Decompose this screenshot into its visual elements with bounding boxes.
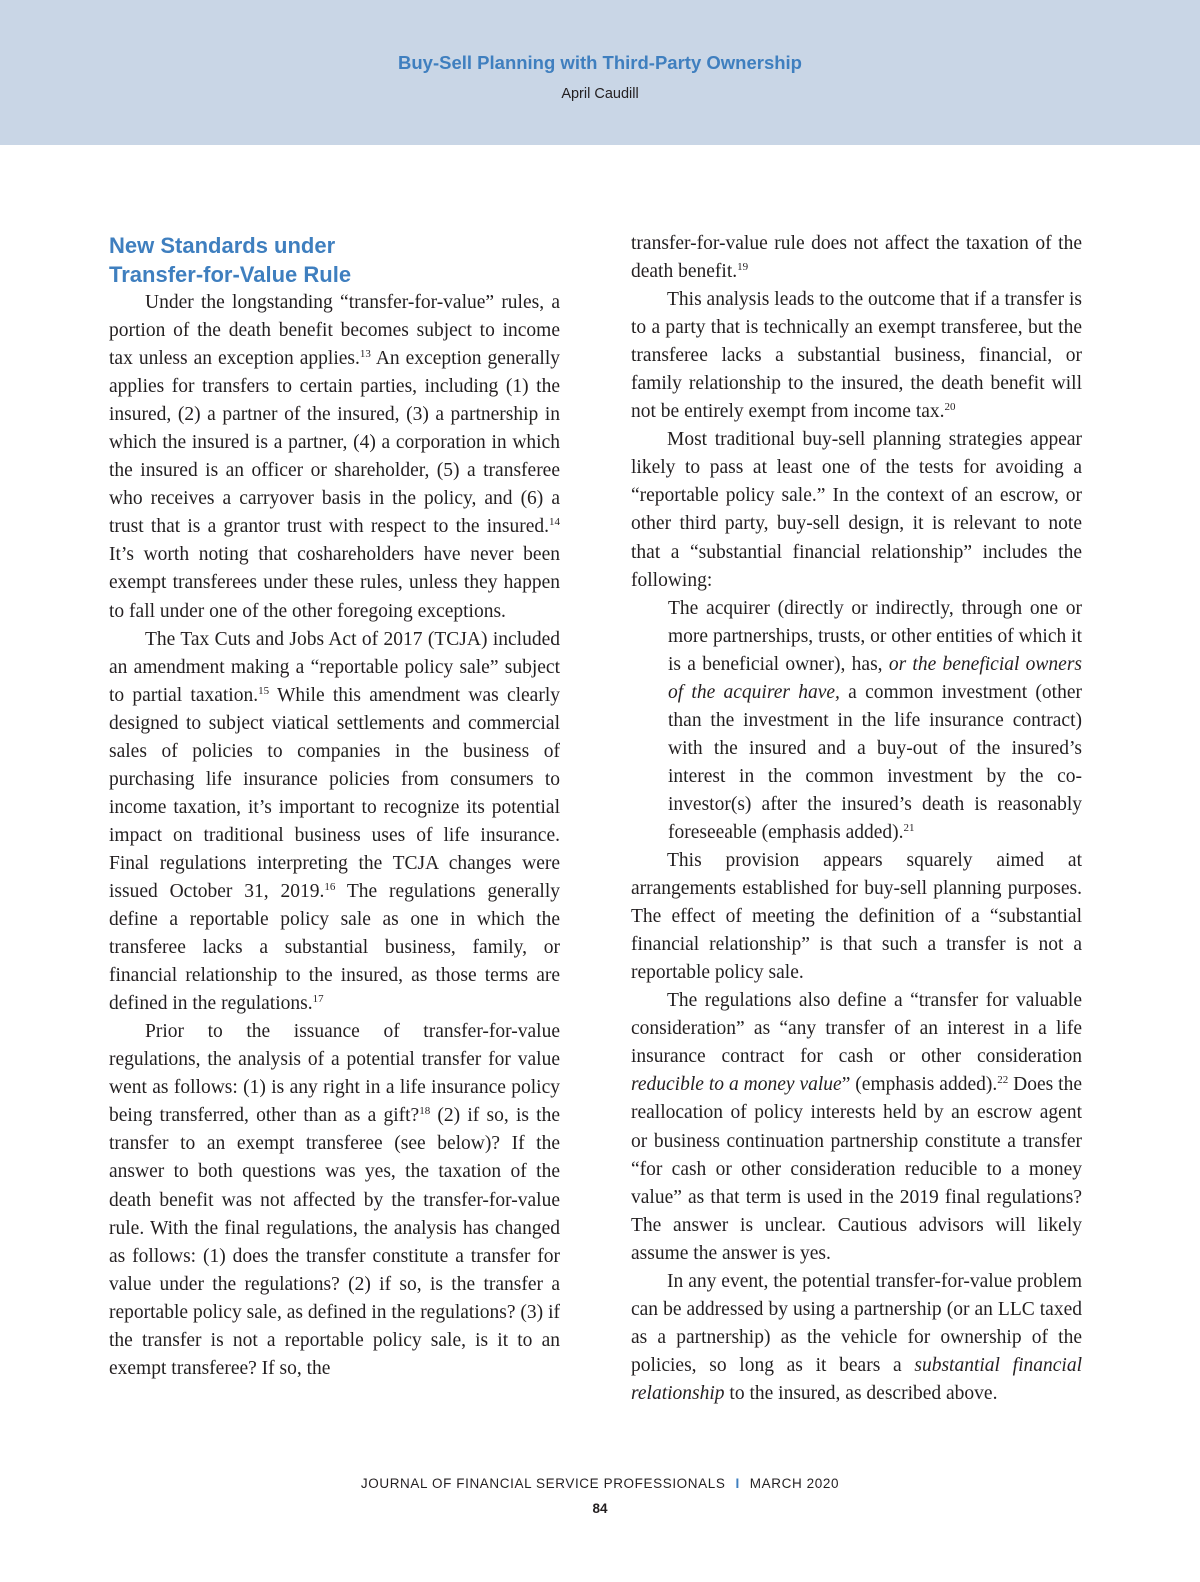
text-run: The acquirer (directly or indirectly, through one or more partnerships, trusts, or other entities of which it is a beneficial owner), has, — [668, 597, 1082, 675]
text-run: transfer-for-value rule does not affect the taxation of the death benefit. — [631, 233, 1082, 283]
text-run: Under the longstanding “transfer-for-value” rules, a portion of the death benefit becomes subject to income tax unless an exception applies. — [109, 292, 560, 370]
page-header — [0, 0, 1200, 145]
paragraph — [631, 1268, 1082, 1408]
text-run: While this amendment was clearly designed to subject viatical settlements and commercial sales of policies to companies in the business of purchasing life insurance policies from consumers to income taxation, it’s important to recognize its potential impact on traditional business uses of life insurance. Final regulations interpreting the TCJA changes were issued October 31, 2019. — [109, 684, 560, 902]
emphasis-text: reducible to a money value — [631, 1074, 842, 1096]
paragraph — [631, 426, 1082, 594]
footer-separator: I — [735, 1476, 740, 1491]
right-column — [631, 230, 1082, 1408]
paragraph — [631, 847, 1082, 987]
text-run: Most traditional buy-sell planning strategies appear likely to pass at least one of the tests for avoiding a “reportable policy sale.” In the context of an escrow, or other third party, buy-sell design, it is relevant to note that a “substantial financial relationship” includes the following: — [631, 429, 1082, 591]
footnote-ref: 16 — [324, 880, 336, 893]
footnote-ref: 21 — [903, 821, 915, 834]
text-run: The regulations generally define a reportable policy sale as one in which the transferee lacks a substantial business, family, or financial relationship to the insured, as those terms are defined in the regulations. — [109, 880, 560, 1015]
text-run: The regulations also define a “transfer for valuable consideration” as “any transfer of an interest in a life insurance contract for cash or other consideration — [631, 990, 1082, 1068]
emphasis-text: substantial financial relationship — [631, 1354, 1082, 1404]
footnote-ref: 15 — [258, 684, 270, 697]
text-run: It’s worth noting that coshareholders have never been exempt transferees under these rules, unless they happen to fall under one of the other foregoing exceptions. — [109, 544, 560, 622]
footnote-ref: 17 — [312, 993, 324, 1006]
page-footer — [0, 1476, 1200, 1491]
left-column — [109, 230, 560, 1383]
text-run: This provision appears squarely aimed at arrangements established for buy-sell planning purposes. The effect of meeting the definition of a “substantial financial relationship” is that such a transfer is not a reportable policy sale. — [631, 850, 1082, 984]
article-title: Buy-Sell Planning with Third-Party Ownership — [398, 52, 802, 73]
text-run: to the insured, as described above. — [724, 1382, 998, 1404]
text-run: Does the reallocation of policy interests held by an escrow agent or business continuation partnership constitute a transfer “for cash or other consideration reducible to a money value” as that term is used in the 2019 final regulations? The answer is unclear. Cautious advisors will likely assume the answer is yes. — [631, 1074, 1083, 1264]
text-run: a common investment (other than the investment in the life insurance contract) with the insured and a buy-out of the insured’s interest in the common investment by the co-investor(s) after the insured’s death is reasonably foreseeable (emphasis added). — [668, 681, 1082, 843]
paragraph — [631, 987, 1082, 1267]
footnote-ref: 14 — [549, 516, 560, 529]
paragraph — [631, 230, 1082, 286]
text-run: This analysis leads to the outcome that if a transfer is to a party that is technically an exempt transferee, but the transferee lacks a substantial business, financial, or family relationship to the insured, the death benefit will not be entirely exempt from income tax. — [631, 289, 1082, 423]
footnote-ref: 19 — [737, 261, 749, 274]
footnote-ref: 22 — [997, 1074, 1009, 1087]
text-run: (2) if so, is the transfer to an exempt transferee (see below)? If the answer to both questions was yes, the taxation of the death benefit was not affected by the transfer-for-value rule. With the final regulations, the analysis has changed as follows: (1) does the transfer constitute a transfer for value under the regulations? (2) if so, is the transfer a reportable policy sale, as defined in the regulations? (3) if the transfer is not a reportable policy sale, is it to an exempt transferee? If so, the — [109, 1105, 560, 1379]
text-run: An exception generally applies for transfers to certain parties, including (1) the insured, (2) a partner of the insured, (3) a partnership in which the insured is a partner, (4) a corporation in which the insured is an officer or shareholder, (5) a transferee who receives a carryover basis in the policy, and (6) a trust that is a grantor trust with respect to the insured. — [109, 348, 560, 538]
emphasis-text: or the beneficial owners of the acquirer have, — [668, 653, 1083, 703]
page-number: 84 — [592, 1501, 608, 1516]
paragraph — [109, 1018, 560, 1383]
footnote-ref: 18 — [419, 1105, 431, 1118]
text-run: In any event, the potential transfer-for-value problem can be addressed by using a partnership (or an LLC taxed as a partnership) as the vehicle for ownership of the policies, so long as it bears a — [631, 1270, 1082, 1376]
paragraph — [631, 286, 1082, 426]
section-heading-line-2: Transfer-for-Value Rule — [109, 262, 352, 287]
section-heading-line-1: New Standards under — [109, 233, 336, 258]
paragraph — [109, 626, 560, 1019]
footnote-ref: 20 — [944, 401, 956, 414]
section-heading — [109, 231, 560, 289]
article-author: April Caudill — [561, 86, 639, 102]
footnote-ref: 13 — [359, 348, 371, 361]
text-run: ” (emphasis added). — [841, 1074, 998, 1096]
paragraph — [109, 289, 560, 626]
journal-name: JOURNAL OF FINANCIAL SERVICE PROFESSIONALS — [360, 1476, 726, 1491]
block-quote — [631, 595, 1082, 847]
issue-date: MARCH 2020 — [749, 1476, 840, 1491]
text-run: The Tax Cuts and Jobs Act of 2017 (TCJA) included an amendment making a “reportable policy sale” subject to partial taxation. — [109, 628, 560, 706]
text-run: Prior to the issuance of transfer-for-value regulations, the analysis of a potential transfer for value went as follows: (1) is any right in a life insurance policy being transferred, other than as a gift? — [109, 1021, 560, 1127]
